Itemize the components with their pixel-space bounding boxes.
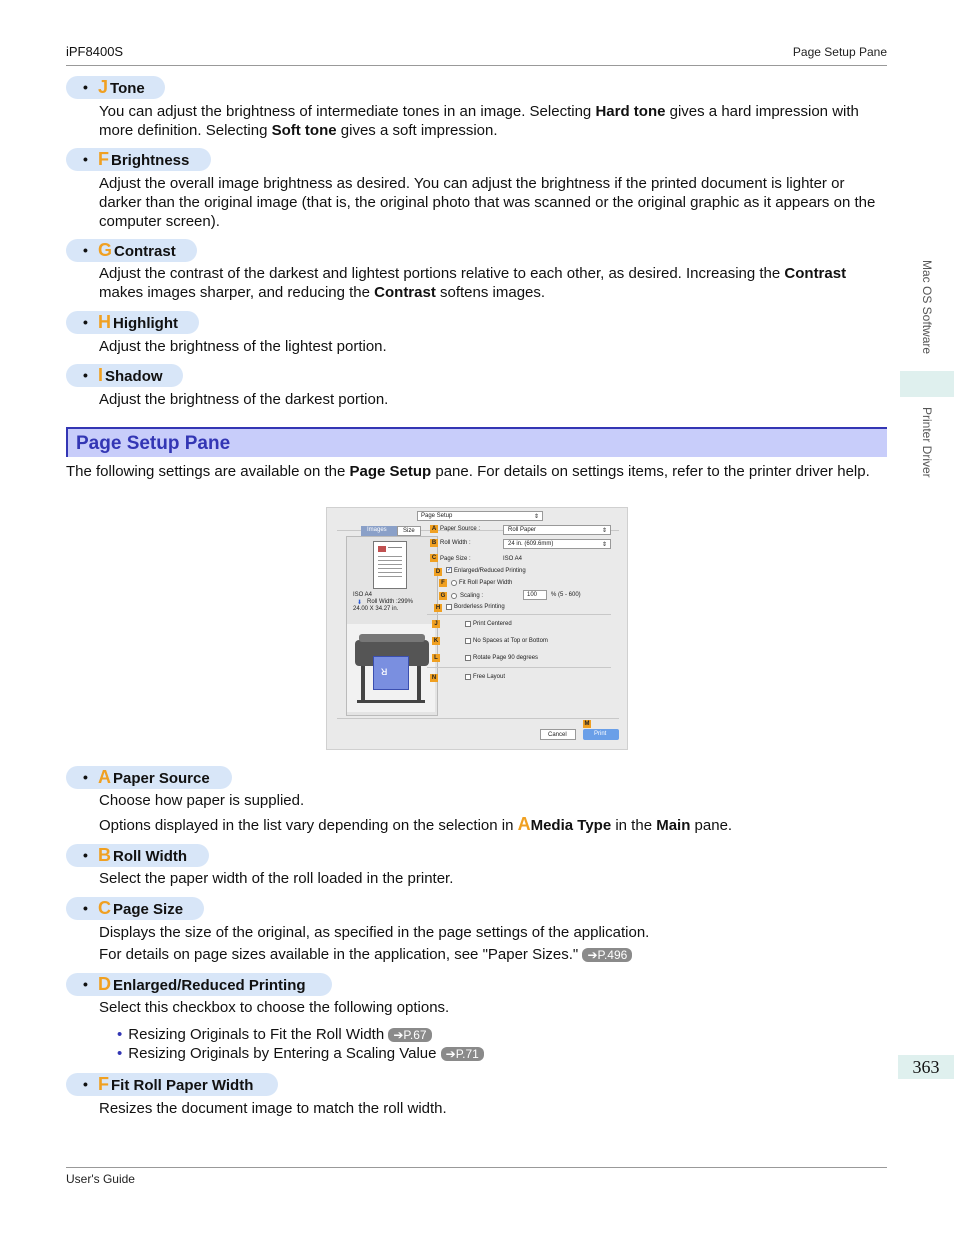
page-ref-link[interactable]: ➔P.67: [388, 1028, 431, 1042]
side-tab-highlight: [900, 371, 954, 397]
item-letter: A: [98, 767, 111, 787]
item-heading-tone: [66, 76, 165, 99]
item-desc-roll-width: Select the paper width of the roll loaded in the printer.: [99, 870, 454, 887]
item-desc-page-size-2: For details on page sizes available in the application, see "Paper Sizes." ➔P.496: [99, 945, 889, 964]
item-desc-paper-source-1: Choose how paper is supplied.: [99, 792, 305, 809]
enlarged-checkbox[interactable]: ✓: [447, 567, 453, 573]
item-letter: G: [98, 240, 113, 260]
bullet-icon: •: [83, 242, 88, 258]
bullet-icon: •: [83, 900, 88, 916]
section-intro: The following settings are available on the Page Setup pane. For details on settings items, refer to the printer driver help.: [66, 463, 870, 480]
bullet-icon: •: [83, 976, 88, 992]
print-button[interactable]: Print: [583, 729, 619, 740]
tab-size[interactable]: Size: [397, 526, 421, 536]
item-label: Fit Roll Paper Width: [111, 1077, 254, 1094]
item-label: Enlarged/Reduced Printing: [113, 977, 306, 994]
page-ref-link[interactable]: ➔P.71: [441, 1047, 484, 1061]
bullet-icon: •: [83, 1076, 88, 1092]
down-arrow-icon: ⬇: [357, 600, 363, 606]
item-letter: H: [98, 312, 111, 332]
item-desc-tone: You can adjust the brightness of intermediate tones in an image. Selecting Hard tone gives a hard impression with more definition. Selecting Soft tone gives a soft impression.: [99, 103, 859, 139]
item-heading-highlight: [66, 311, 199, 334]
item-letter: F: [98, 149, 109, 169]
side-tab-printer-driver[interactable]: Printer Driver: [920, 407, 934, 478]
item-letter: B: [98, 845, 111, 865]
item-letter: C: [98, 898, 111, 918]
item-label: Page Size: [113, 901, 184, 918]
roll-width-select[interactable]: 24 in. (609.6mm) ⇕: [503, 539, 611, 549]
bullet-icon: •: [83, 79, 88, 95]
page-setup-select[interactable]: Page Setup ⇕: [417, 511, 543, 521]
footer-guide: User's Guide: [66, 1172, 135, 1186]
rotate-checkbox[interactable]: [465, 655, 471, 661]
scaling-input[interactable]: 100: [523, 590, 547, 600]
page-setup-dialog-screenshot: Page Setup ⇕ Images Size ISO A4 ⬇ Roll Width :299% 24.00 X 34.27 in. ᴚ A Paper Source : Roll Paper ⇕ B Roll Width : 24 in. (609.6mm) ⇕ C Page Size : ISO A4 D ✓ Enlarged/Reduced Printing F Fit Roll Paper Width G Scaling : 100 % (5 - 600) H Borderless Printing J Print Centered K No Spaces at Top or Bottom L Rotate Page 90 degrees N Free Layout M Cancel Print: [326, 507, 628, 750]
item-heading-fit-roll-width: [66, 1073, 278, 1096]
item-heading-shadow: [66, 364, 183, 387]
item-desc-page-size-1: Displays the size of the original, as specified in the page settings of the application.: [99, 924, 650, 941]
preview-dims: 24.00 X 34.27 in.: [353, 606, 399, 612]
item-desc-paper-source-2: Options displayed in the list vary depending on the selection in AMedia Type in the Main pane.: [99, 814, 733, 834]
bullet-icon: •: [83, 847, 88, 863]
page-number: 363: [898, 1055, 954, 1079]
page-size-value: ISO A4: [503, 556, 523, 562]
item-label: Tone: [110, 80, 145, 97]
item-letter: D: [98, 974, 111, 994]
header-divider: [66, 65, 887, 66]
fit-roll-radio[interactable]: [451, 580, 457, 586]
cancel-button[interactable]: Cancel: [540, 729, 576, 740]
page-ref-link[interactable]: ➔P.496: [582, 948, 632, 962]
item-desc-brightness: Adjust the overall image brightness as desired. You can adjust the brightness if the printed document is lighter or darker than the original image (that is, the original photo that was scanned or the original graphic as it appears on the computer screen).: [99, 175, 876, 230]
item-label: Roll Width: [113, 848, 188, 865]
bullet-icon: •: [83, 769, 88, 785]
bullet-icon: •: [83, 151, 88, 167]
item-heading-brightness: [66, 148, 211, 171]
item-heading-contrast: [66, 239, 197, 262]
item-heading-paper-source: [66, 766, 232, 789]
item-desc-contrast: Adjust the contrast of the darkest and lightest portions relative to each other, as desired. Increasing the Contrast makes images sharper, and reducing the Contrast softens images.: [99, 265, 847, 301]
free-layout-checkbox[interactable]: [465, 674, 471, 680]
item-heading-enlarged-reduced: [66, 973, 332, 996]
item-label: Brightness: [111, 152, 190, 169]
item-heading-page-size: [66, 897, 204, 920]
item-desc-shadow: Adjust the brightness of the darkest portion.: [99, 391, 389, 408]
item-label: Highlight: [113, 315, 178, 332]
item-letter: I: [98, 365, 104, 385]
tab-images[interactable]: Images: [361, 526, 397, 536]
page-preview: [373, 541, 407, 589]
item-label: Shadow: [105, 368, 163, 385]
sub-bullet-fit-roll-width: • Resizing Originals to Fit the Roll Width ➔P.67: [117, 1026, 432, 1043]
item-letter: J: [98, 77, 109, 97]
item-label: Contrast: [114, 243, 176, 260]
item-desc-enlarged-reduced: Select this checkbox to choose the following options.: [99, 999, 450, 1016]
borderless-checkbox[interactable]: [446, 604, 452, 610]
no-spaces-checkbox[interactable]: [465, 638, 471, 644]
item-desc-fit-roll-width: Resizes the document image to match the roll width.: [99, 1100, 447, 1117]
section-title: Page Setup Pane: [76, 433, 231, 454]
bullet-icon: •: [83, 367, 88, 383]
item-heading-roll-width: [66, 844, 209, 867]
print-centered-checkbox[interactable]: [465, 621, 471, 627]
item-label: Paper Source: [113, 770, 210, 787]
bullet-icon: •: [83, 314, 88, 330]
header-section: Page Setup Pane: [792, 45, 887, 59]
sub-bullet-scaling-value: • Resizing Originals by Entering a Scaling Value ➔P.71: [117, 1045, 484, 1062]
side-tab-mac-os-software[interactable]: Mac OS Software: [920, 260, 934, 355]
header-product: iPF8400S: [66, 44, 124, 59]
paper-source-select[interactable]: Roll Paper ⇕: [503, 525, 611, 535]
preview-roll-width: Roll Width :299%: [367, 599, 414, 605]
item-letter: F: [98, 1074, 109, 1094]
item-desc-highlight: Adjust the brightness of the lightest portion.: [99, 338, 387, 355]
printer-illustration: ᴚ: [347, 624, 435, 712]
preview-paper: ISO A4: [353, 592, 373, 598]
footer-divider: [66, 1167, 887, 1168]
scaling-radio[interactable]: [451, 593, 457, 599]
